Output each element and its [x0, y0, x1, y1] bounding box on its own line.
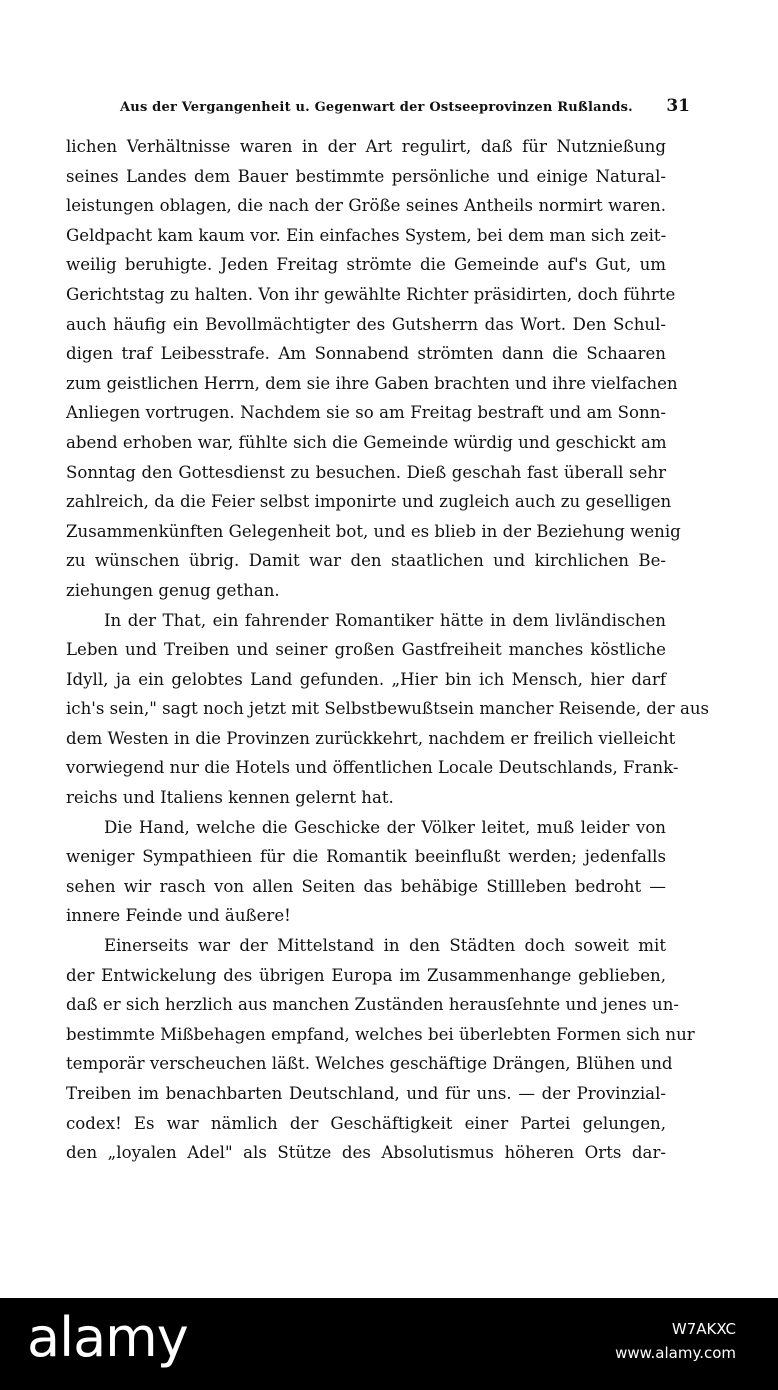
- watermark-banner: [0, 1298, 778, 1390]
- text-line: Idyll, ja ein gelobtes Land gefunden. „Hier bin ich Mensch, hier darf: [66, 669, 666, 689]
- paragraph-start-line: In der That, ein fahrender Romantiker hätte in dem livländischen: [104, 610, 666, 630]
- paragraph-end-line: reichs und Italiens kennen gelernt hat.: [66, 788, 394, 808]
- paragraph-start-line: Die Hand, welche die Geschicke der Völker leitet, muß leider von: [104, 817, 666, 837]
- text-line: weilig beruhigte. Jeden Freitag strömte die Gemeinde auf's Gut, um: [66, 255, 666, 275]
- text-line: Leben und Treiben und seiner großen Gastfreiheit manches köstliche: [66, 640, 666, 660]
- text-line: ich's sein," sagt noch jetzt mit Selbstbewußtsein mancher Reisende, der aus: [66, 699, 710, 719]
- text-line: zum geistlichen Herrn, dem sie ihre Gaben brachten und ihre vielfachen: [66, 373, 678, 393]
- text-line: Sonntag den Gottesdienst zu besuchen. Dieß geschah fast überall sehr: [66, 462, 666, 482]
- text-line: seines Landes dem Bauer bestimmte persönliche und einige Natural-: [66, 166, 666, 186]
- page-number: 31: [666, 96, 690, 116]
- paragraph-start-line: Einerseits war der Mittelstand in den Städten doch soweit mit: [104, 936, 666, 956]
- watermark-url: www.alamy.com: [615, 1344, 736, 1362]
- text-line: Anliegen vortrugen. Nachdem sie so am Freitag bestraft und am Sonn-: [66, 403, 666, 423]
- text-line: codex! Es war nämlich der Geschäftigkeit einer Partei gelungen,: [66, 1113, 666, 1133]
- text-line: temporär verscheuchen läßt. Welches geschäftige Drängen, Blühen und: [66, 1054, 673, 1074]
- running-head: [120, 96, 690, 116]
- text-line: der Entwickelung des übrigen Europa im Zusammenhange geblieben,: [66, 965, 666, 985]
- text-line: den „loyalen Adel" als Stütze des Absolutismus höheren Orts dar-: [66, 1143, 666, 1163]
- text-line: abend erhoben war, fühlte sich die Gemeinde würdig und geschickt am: [66, 432, 667, 452]
- image-id: W7AKXC: [671, 1320, 736, 1338]
- alamy-logo: alamy: [27, 1306, 188, 1369]
- text-line: Zusammenkünften Gelegenheit bot, und es blieb in der Beziehung wenig: [66, 521, 681, 541]
- paragraph-end-line: innere Feinde und äußere!: [66, 906, 291, 926]
- text-line: bestimmte Mißbehagen empfand, welches bei überlebten Formen sich nur: [66, 1024, 695, 1044]
- paragraph-end-line: ziehungen genug gethan.: [66, 580, 280, 600]
- text-line: auch häufig ein Bevollmächtigter des Gutsherrn das Wort. Den Schul-: [66, 314, 666, 334]
- running-title: Aus der Vergangenheit u. Gegenwart der Ostseeprovinzen Rußlands.: [120, 100, 633, 115]
- body-text: [66, 132, 710, 1168]
- text-line: zu wünschen übrig. Damit war den staatlichen und kirchlichen Be-: [66, 551, 666, 571]
- text-line: digen traf Leibesstrafe. Am Sonnabend strömten dann die Schaaren: [66, 344, 666, 364]
- text-line: dem Westen in die Provinzen zurückkehrt, nachdem er freilich vielleicht: [66, 728, 676, 748]
- text-line: sehen wir rasch von allen Seiten das behäbige Stillleben bedroht —: [66, 876, 666, 896]
- text-line: leistungen oblagen, die nach der Größe seines Antheils normirt waren.: [66, 196, 666, 216]
- text-line: weniger Sympathieen für die Romantik beeinflußt werden; jedenfalls: [66, 847, 666, 867]
- text-line: Geldpacht kam kaum vor. Ein einfaches System, bei dem man sich zeit-: [66, 225, 667, 245]
- text-line: daß er sich herzlich aus manchen Zuständen herausſehnte und jenes un-: [66, 995, 680, 1015]
- text-line: vorwiegend nur die Hotels und öffentlichen Locale Deutschlands, Frank-: [66, 758, 679, 778]
- text-line: zahlreich, da die Feier selbst imponirte und zugleich auch zu geselligen: [66, 492, 672, 512]
- text-line: Gerichtstag zu halten. Von ihr gewählte Richter präsidirten, doch führte: [66, 284, 676, 304]
- text-line: lichen Verhältnisse waren in der Art regulirt, daß für Nutznießung: [66, 137, 666, 156]
- text-line: Treiben im benachbarten Deutschland, und für uns. — der Provinzial-: [66, 1084, 666, 1103]
